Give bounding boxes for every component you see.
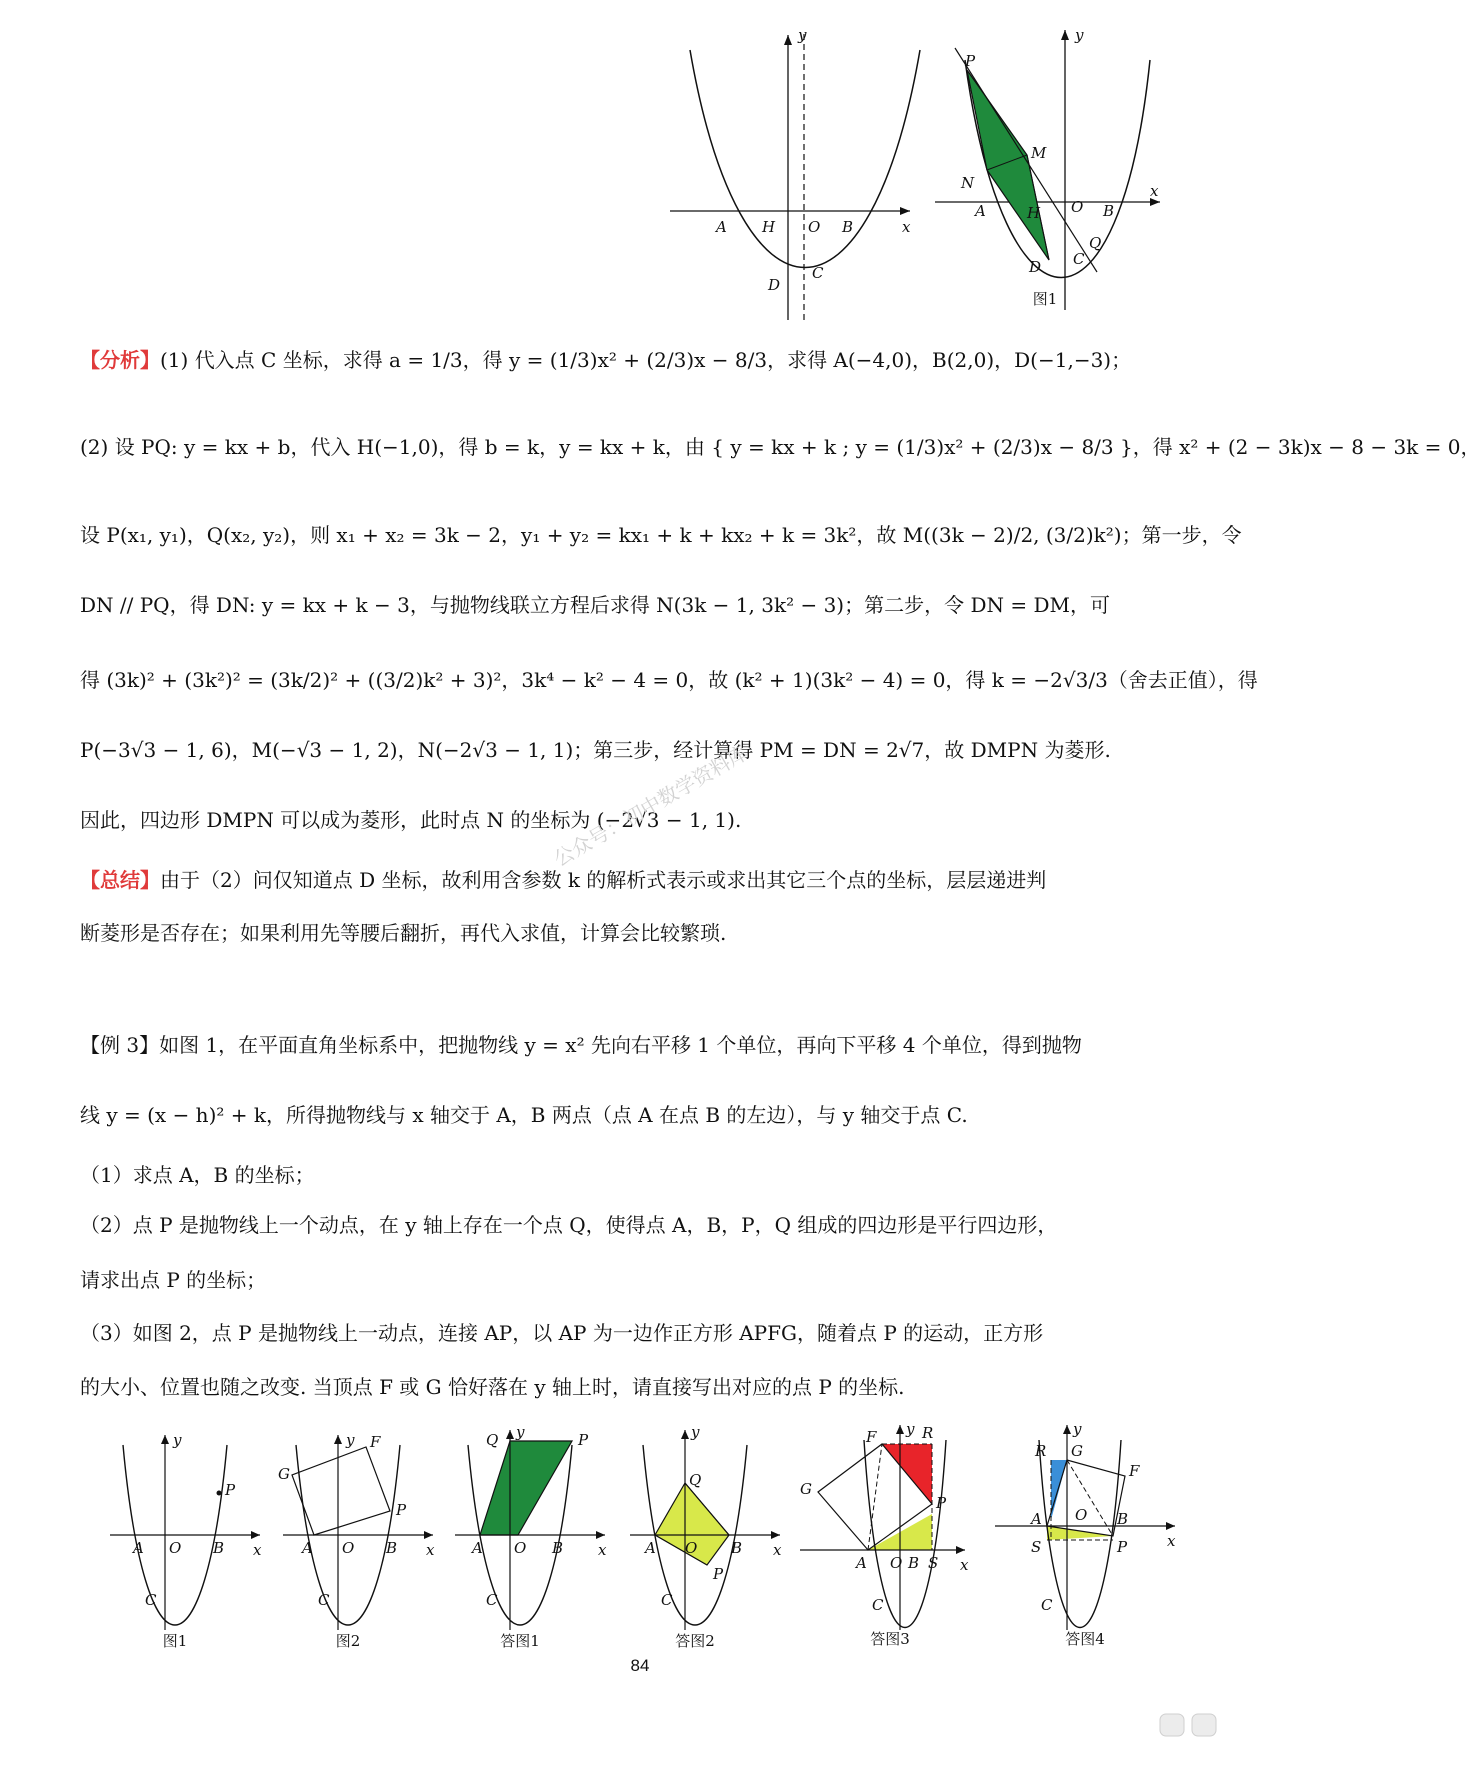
svg-text:F: F bbox=[370, 1433, 381, 1451]
svg-text:P: P bbox=[225, 1481, 236, 1499]
caption-fig2: 图2 bbox=[335, 1632, 361, 1650]
analysis-tag: 【分析】 bbox=[80, 348, 160, 372]
svg-text:C: C bbox=[318, 1591, 330, 1609]
svg-text:G: G bbox=[1071, 1442, 1083, 1460]
svg-text:R: R bbox=[922, 1424, 934, 1442]
svg-text:B: B bbox=[213, 1539, 225, 1557]
top-left-parabola-figure bbox=[670, 20, 930, 320]
svg-text:A: A bbox=[302, 1539, 313, 1557]
svg-text:A: A bbox=[856, 1554, 867, 1572]
svg-text:G: G bbox=[800, 1480, 812, 1498]
bottom-figure-1 bbox=[105, 1425, 265, 1650]
svg-text:x: x bbox=[960, 1556, 969, 1574]
analysis-line-7: 因此，四边形 DMPN 可以成为菱形，此时点 N 的坐标为 (−2√3 − 1, 1). bbox=[80, 808, 742, 832]
svg-text:B: B bbox=[552, 1539, 564, 1557]
svg-text:P: P bbox=[1117, 1538, 1128, 1556]
viewer-button-right bbox=[1192, 1714, 1216, 1736]
answer-figure-4 bbox=[995, 1420, 1185, 1648]
point-m-label: M bbox=[1031, 144, 1047, 162]
axis-x-label: x bbox=[902, 218, 911, 236]
axis-x-label: x bbox=[1150, 182, 1159, 200]
point-p-label: P bbox=[965, 52, 976, 70]
point-b-label: B bbox=[842, 218, 854, 236]
svg-text:A: A bbox=[472, 1539, 483, 1557]
svg-text:x: x bbox=[1167, 1532, 1176, 1550]
caption-ans2: 答图2 bbox=[675, 1632, 715, 1650]
example-line-2: 线 y = (x − h)² + k，所得抛物线与 x 轴交于 A，B 两点（点 A 在点 B 的左边），与 y 轴交于点 C. bbox=[80, 1103, 968, 1127]
point-o-label: O bbox=[808, 218, 821, 236]
svg-text:F: F bbox=[866, 1428, 877, 1446]
summary-line-1: 【总结】由于（2）问仅知道点 D 坐标，故利用含参数 k 的解析式表示或求出其它三个点的坐标，层层递进判 bbox=[80, 868, 1047, 892]
answer-figure-1 bbox=[450, 1423, 610, 1650]
svg-text:R: R bbox=[1035, 1442, 1047, 1460]
svg-text:O: O bbox=[169, 1539, 182, 1557]
caption-ans1: 答图1 bbox=[500, 1632, 540, 1650]
svg-text:x: x bbox=[598, 1541, 607, 1559]
point-h-label: H bbox=[1027, 204, 1041, 222]
analysis-line-5: 得 (3k)² + (3k²)² = (3k/2)² + ((3/2)k² + 3)²，3k⁴ − k² − 4 = 0，故 (k² + 1)(3k² − 4) = 0，得 k = −2√3/3（舍去正值），得 bbox=[80, 668, 1258, 692]
svg-text:C: C bbox=[1041, 1596, 1053, 1614]
svg-text:Q: Q bbox=[486, 1431, 499, 1449]
viewer-button-left bbox=[1160, 1714, 1184, 1736]
point-d-label: D bbox=[768, 276, 781, 294]
answer-figure-2 bbox=[625, 1423, 785, 1650]
svg-text:C: C bbox=[872, 1596, 884, 1614]
svg-text:G: G bbox=[278, 1465, 290, 1483]
caption-ans4: 答图4 bbox=[1065, 1630, 1105, 1648]
svg-text:P: P bbox=[936, 1494, 947, 1512]
svg-text:y: y bbox=[1073, 1420, 1082, 1438]
svg-text:C: C bbox=[661, 1591, 673, 1609]
svg-text:x: x bbox=[773, 1541, 782, 1559]
example-question-3b: 的大小、位置也随之改变. 当顶点 F 或 G 恰好落在 y 轴上时，请直接写出对应的点 P 的坐标. bbox=[80, 1375, 905, 1399]
svg-text:B: B bbox=[386, 1539, 398, 1557]
svg-text:P: P bbox=[713, 1565, 724, 1583]
point-a-label: A bbox=[716, 218, 727, 236]
svg-text:C: C bbox=[145, 1591, 157, 1609]
axis-y-label: y bbox=[798, 26, 807, 44]
svg-text:B: B bbox=[908, 1554, 920, 1572]
point-q-label: Q bbox=[1089, 234, 1102, 252]
point-c-label: C bbox=[812, 264, 824, 282]
svg-text:A: A bbox=[645, 1539, 656, 1557]
point-a-label: A bbox=[975, 202, 986, 220]
svg-text:Q: Q bbox=[689, 1471, 702, 1489]
example-question-1: （1）求点 A，B 的坐标； bbox=[80, 1163, 315, 1187]
svg-text:x: x bbox=[426, 1541, 435, 1559]
analysis-line-2: (2) 设 PQ: y = kx + b，代入 H(−1,0)，得 b = k，y = kx + k，由 { y = kx + k ; y = (1/3)x² + (2/3)x − 8/3 }，得 x² + (2 − 3k)x − 8 − 3k = 0， bbox=[80, 435, 1481, 459]
watermark-text: 公众号：初中数学资料库 bbox=[549, 740, 753, 872]
caption-ans3: 答图3 bbox=[870, 1630, 910, 1648]
svg-text:O: O bbox=[514, 1539, 527, 1557]
svg-text:C: C bbox=[486, 1591, 498, 1609]
analysis-line-6: P(−3√3 − 1, 6)，M(−√3 − 1, 2)，N(−2√3 − 1, 1)；第三步，经计算得 PM = DN = 2√7，故 DMPN 为菱形. bbox=[80, 738, 1111, 762]
svg-text:P: P bbox=[396, 1501, 407, 1519]
svg-text:y: y bbox=[173, 1431, 182, 1449]
page-number: 84 bbox=[630, 1656, 650, 1675]
svg-text:O: O bbox=[342, 1539, 355, 1557]
svg-text:S: S bbox=[928, 1554, 939, 1572]
bottom-figure-2 bbox=[278, 1425, 438, 1650]
svg-text:B: B bbox=[731, 1539, 743, 1557]
svg-text:y: y bbox=[691, 1423, 700, 1441]
figure-caption: 图1 bbox=[1032, 290, 1058, 308]
svg-text:x: x bbox=[253, 1541, 262, 1559]
analysis-line-1: 【分析】(1) 代入点 C 坐标，求得 a = 1/3，得 y = (1/3)x² + (2/3)x − 8/3，求得 A(−4,0)，B(2,0)，D(−1,−3)； bbox=[80, 348, 1132, 372]
example-question-3a: （3）如图 2，点 P 是抛物线上一动点，连接 AP，以 AP 为一边作正方形 APFG，随着点 P 的运动，正方形 bbox=[80, 1321, 1044, 1345]
analysis-line-3: 设 P(x₁, y₁)，Q(x₂, y₂)，则 x₁ + x₂ = 3k − 2，y₁ + y₂ = kx₁ + k + kx₂ + k = 3k²，故 M((3k − 2)/2, (3/2)k²)；第一步，令 bbox=[80, 523, 1242, 547]
svg-text:O: O bbox=[1075, 1506, 1088, 1524]
svg-text:A: A bbox=[1031, 1510, 1042, 1528]
svg-text:S: S bbox=[1031, 1538, 1042, 1556]
point-n-label: N bbox=[961, 174, 975, 192]
svg-text:O: O bbox=[890, 1554, 903, 1572]
analysis-line-4: DN // PQ，得 DN: y = kx + k − 3，与抛物线联立方程后求得 N(3k − 1, 3k² − 3)；第二步，令 DN = DM，可 bbox=[80, 593, 1110, 617]
example-question-2b: 请求出点 P 的坐标； bbox=[80, 1268, 267, 1292]
summary-tag: 【总结】 bbox=[80, 868, 160, 892]
top-right-rhombus-figure bbox=[935, 20, 1165, 310]
svg-text:y: y bbox=[516, 1423, 525, 1441]
svg-text:A: A bbox=[133, 1539, 144, 1557]
summary-line-2: 断菱形是否存在；如果利用先等腰后翻折，再代入求值，计算会比较繁琐. bbox=[80, 921, 727, 945]
point-h-label: H bbox=[762, 218, 776, 236]
example-question-2a: （2）点 P 是抛物线上一个动点，在 y 轴上存在一个点 Q，使得点 A，B，P，Q 组成的四边形是平行四边形， bbox=[80, 1213, 1058, 1237]
point-d-label: D bbox=[1029, 258, 1042, 276]
svg-text:P: P bbox=[578, 1431, 589, 1449]
axis-y-label: y bbox=[1075, 26, 1084, 44]
point-c-label: C bbox=[1073, 250, 1085, 268]
svg-text:y: y bbox=[346, 1431, 355, 1449]
svg-text:F: F bbox=[1129, 1462, 1140, 1480]
svg-text:O: O bbox=[685, 1539, 698, 1557]
point-o-label: O bbox=[1071, 198, 1084, 216]
example-line-1: 【例 3】如图 1，在平面直角坐标系中，把抛物线 y = x² 先向右平移 1 个单位，再向下平移 4 个单位，得到抛物 bbox=[80, 1033, 1082, 1057]
viewer-controls bbox=[1160, 1712, 1220, 1742]
answer-figure-3 bbox=[800, 1420, 970, 1648]
svg-text:B: B bbox=[1117, 1510, 1129, 1528]
caption-fig1: 图1 bbox=[162, 1632, 188, 1650]
svg-text:y: y bbox=[906, 1420, 915, 1438]
point-b-label: B bbox=[1103, 202, 1115, 220]
